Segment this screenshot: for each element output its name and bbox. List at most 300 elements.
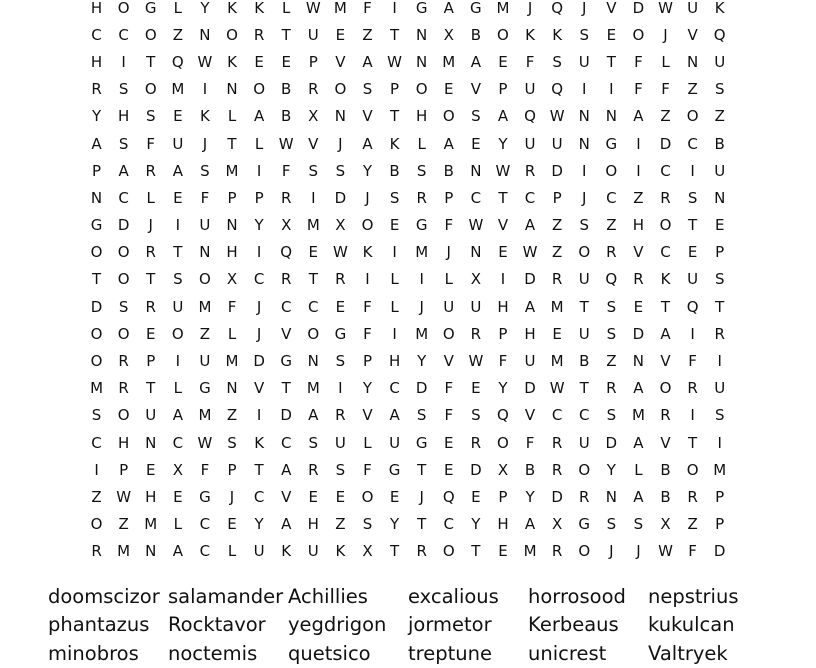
grid-cell: O (90, 515, 103, 534)
grid-cell: E (227, 515, 237, 534)
grid-cell: Q (551, 0, 564, 17)
grid-cell: L (173, 515, 182, 534)
grid-cell: O (632, 25, 645, 44)
grid-cell: U (687, 0, 699, 17)
grid-cell: V (253, 379, 265, 398)
grid-cell: R (606, 379, 617, 398)
grid-cell: K (660, 270, 671, 289)
grid-cell: I (690, 406, 695, 425)
grid-cell: M (496, 0, 510, 17)
grid-cell: I (582, 80, 587, 99)
grid-cell: F (146, 134, 156, 153)
grid-cell: E (173, 487, 183, 506)
grid-cell: D (632, 324, 645, 343)
grid-cell: E (335, 297, 346, 316)
grid-cell: I (636, 161, 641, 180)
grid-row (83, 239, 733, 266)
word-list-item: noctemis (168, 641, 258, 665)
grid-cell: I (582, 161, 587, 180)
word-list-item: Valtryek (648, 641, 728, 665)
grid-cell: O (117, 406, 130, 425)
grid-cell: R (687, 379, 698, 398)
grid-cell: U (334, 433, 346, 452)
word-list-item: minobros (48, 641, 139, 665)
grid-cell: S (118, 297, 129, 316)
word-list-item: horrosood (528, 584, 626, 608)
grid-cell: E (173, 107, 183, 126)
grid-cell: O (117, 0, 130, 17)
grid-cell: G (334, 324, 347, 343)
grid-cell: K (552, 25, 563, 44)
grid-cell: E (498, 243, 508, 262)
grid-cell: O (117, 243, 130, 262)
grid-cell: F (363, 297, 372, 316)
grid-cell: T (471, 542, 481, 561)
grid-cell: O (117, 324, 130, 343)
grid-cell: Q (551, 80, 564, 99)
grid-cell: V (443, 352, 454, 371)
grid-cell: N (307, 352, 319, 371)
grid-cell: U (551, 134, 563, 153)
grid-cell: I (175, 216, 181, 235)
grid-cell: C (606, 188, 617, 207)
grid-cell: C (551, 406, 563, 425)
grid-cell: B (660, 460, 671, 479)
grid-cell: H (307, 515, 319, 534)
grid-cell: M (144, 515, 158, 534)
grid-cell: M (713, 460, 727, 479)
grid-cell: V (470, 80, 481, 99)
grid-cell: F (525, 433, 535, 452)
grid-cell: H (90, 0, 103, 17)
grid-cell: Y (200, 0, 210, 17)
grid-cell: T (660, 297, 671, 316)
grid-cell: G (199, 487, 211, 506)
grid-cell: I (202, 80, 208, 99)
grid-cell: Z (660, 107, 671, 126)
grid-cell: F (281, 161, 291, 180)
grid-cell: O (307, 324, 320, 343)
grid-cell: W (495, 161, 511, 180)
grid-cell: Z (362, 25, 373, 44)
grid-cell: O (659, 216, 672, 235)
grid-cell: S (633, 515, 644, 534)
grid-cell: O (144, 80, 157, 99)
grid-cell: W (658, 542, 673, 561)
grid-cell: F (200, 460, 210, 479)
grid-cell: Y (606, 460, 616, 479)
grid-cell: Z (687, 80, 698, 99)
grid-cell: S (145, 107, 156, 126)
grid-cell: Z (552, 243, 563, 262)
word-list-item: salamander (168, 584, 284, 608)
grid-cell: M (415, 243, 429, 262)
grid-cell: T (579, 379, 589, 398)
grid-cell: H (90, 52, 103, 71)
grid-cell: S (308, 433, 319, 452)
grid-cell: C (660, 243, 671, 262)
grid-cell: T (254, 460, 264, 479)
grid-cell: R (118, 352, 129, 371)
grid-cell: I (717, 433, 722, 452)
grid-cell: H (145, 487, 157, 506)
grid-cell: E (335, 487, 346, 506)
grid-cell: O (578, 542, 591, 561)
grid-cell: O (605, 161, 618, 180)
grid-cell: A (633, 107, 644, 126)
grid-cell: X (660, 515, 671, 534)
grid-cell: R (416, 188, 427, 207)
grid-cell: Q (497, 406, 509, 425)
grid-cell: A (524, 297, 536, 316)
grid-cell: D (117, 216, 130, 235)
grid-cell: S (118, 80, 129, 99)
grid-cell: R (253, 25, 265, 44)
grid-cell: J (446, 243, 451, 262)
grid-cell: R (551, 460, 563, 479)
grid-cell: L (634, 460, 643, 479)
grid-cell: T (389, 542, 400, 561)
grid-cell: A (524, 515, 536, 534)
grid-cell: L (173, 379, 182, 398)
grid-cell: A (281, 515, 292, 534)
grid-cell: H (632, 216, 645, 235)
grid-cell: E (173, 188, 183, 207)
grid-cell: V (281, 487, 292, 506)
grid-cell: L (444, 270, 453, 289)
grid-cell: W (197, 433, 213, 452)
grid-cell: C (687, 134, 698, 153)
grid-cell: E (145, 460, 156, 479)
grid-cell: O (253, 80, 266, 99)
grid-cell: O (334, 80, 347, 99)
grid-cell: F (634, 52, 643, 71)
grid-cell: U (199, 216, 211, 235)
grid-cell: R (633, 270, 644, 289)
grid-cell: Y (389, 515, 400, 534)
grid-cell: H (497, 297, 509, 316)
grid-cell: C (118, 25, 129, 44)
grid-cell: P (498, 487, 508, 506)
grid-cell: I (175, 352, 181, 371)
grid-cell: U (524, 134, 536, 153)
grid-row (83, 456, 733, 483)
grid-cell: N (605, 107, 617, 126)
grid-cell: Z (687, 515, 698, 534)
grid-cell: A (633, 487, 644, 506)
grid-cell: Z (335, 515, 346, 534)
grid-cell: P (390, 80, 400, 99)
grid-cell: R (145, 297, 156, 316)
grid-cell: T (146, 52, 156, 71)
grid-cell: Y (254, 216, 264, 235)
grid-cell: J (582, 188, 587, 207)
grid-cell: A (362, 134, 373, 153)
grid-cell: X (443, 25, 454, 44)
grid-cell: F (661, 80, 670, 99)
grid-cell: D (524, 270, 536, 289)
word-list-item: jormetor (408, 613, 492, 637)
grid-cell: V (606, 0, 617, 17)
grid-cell: N (199, 25, 211, 44)
grid-cell: S (118, 134, 129, 153)
grid-cell: E (606, 25, 617, 44)
grid-cell: L (282, 0, 291, 17)
grid-cell: Q (524, 107, 536, 126)
grid-cell: C (389, 379, 400, 398)
grid-cell: C (199, 542, 211, 561)
grid-cell: V (362, 107, 373, 126)
grid-cell: O (442, 324, 455, 343)
grid-cell: C (253, 487, 265, 506)
grid-cell: Q (171, 52, 184, 71)
grid-cell: W (387, 52, 402, 71)
grid-cell: Z (199, 324, 211, 343)
grid-cell: A (660, 324, 671, 343)
grid-row (83, 184, 733, 211)
word-list-item: doomscizor (48, 584, 160, 608)
grid-row (83, 266, 733, 293)
grid-row (83, 320, 733, 347)
grid-cell: O (415, 80, 428, 99)
grid-cell: C (253, 270, 265, 289)
grid-cell: I (690, 161, 695, 180)
grid-cell: W (658, 0, 673, 17)
grid-row (83, 0, 733, 21)
grid-cell: T (91, 270, 102, 289)
grid-cell: J (365, 188, 370, 207)
grid-cell: C (470, 188, 482, 207)
grid-cell: D (280, 406, 292, 425)
grid-cell: S (606, 297, 617, 316)
grid-cell: R (280, 188, 292, 207)
grid-cell: O (117, 270, 130, 289)
grid-cell: F (444, 379, 454, 398)
grid-cell: H (416, 107, 428, 126)
grid-cell: C (524, 188, 536, 207)
grid-cell: S (552, 52, 562, 71)
grid-cell: K (714, 0, 725, 17)
grid-cell: M (225, 161, 239, 180)
grid-row (83, 130, 733, 157)
grid-cell: G (415, 0, 428, 17)
grid-cell: O (497, 25, 509, 44)
grid-cell: Q (280, 243, 293, 262)
grid-cell: G (470, 0, 482, 17)
grid-row (83, 538, 733, 565)
grid-cell: R (145, 243, 156, 262)
word-list-item: phantazus (48, 613, 150, 637)
grid-cell: C (118, 188, 129, 207)
grid-cell: L (227, 107, 237, 126)
grid-cell: L (363, 433, 372, 452)
grid-cell: S (714, 406, 725, 425)
grid-cell: U (145, 406, 157, 425)
grid-cell: D (713, 542, 726, 561)
grid-cell: U (253, 542, 265, 561)
grid-cell: F (634, 80, 643, 99)
grid-cell: D (659, 134, 672, 153)
grid-cell: P (308, 52, 318, 71)
grid-cell: J (663, 25, 668, 44)
grid-cell: H (497, 515, 509, 534)
grid-cell: M (550, 352, 564, 371)
word-list (48, 582, 768, 668)
grid-row (83, 293, 733, 320)
grid-cell: D (90, 297, 103, 316)
grid-cell: C (660, 161, 671, 180)
grid-cell: R (91, 80, 102, 99)
grid-cell: T (308, 270, 318, 289)
grid-cell: E (444, 433, 454, 452)
word-list-item: kukulcan (648, 613, 735, 637)
grid-cell: R (416, 542, 427, 561)
word-list-row (48, 611, 768, 640)
grid-cell: W (522, 243, 538, 262)
grid-cell: U (524, 80, 536, 99)
grid-cell: A (172, 161, 183, 180)
grid-cell: F (498, 352, 508, 371)
grid-cell: V (335, 52, 346, 71)
grid-cell: C (308, 297, 319, 316)
grid-cell: F (525, 52, 535, 71)
grid-cell: F (227, 297, 237, 316)
grid-cell: J (256, 324, 262, 343)
grid-cell: M (117, 542, 131, 561)
grid-cell: R (280, 270, 292, 289)
grid-cell: Y (417, 352, 427, 371)
grid-cell: D (253, 352, 265, 371)
grid-cell: T (173, 243, 183, 262)
grid-cell: P (92, 161, 102, 180)
grid-cell: A (633, 433, 644, 452)
grid-cell: M (198, 297, 212, 316)
grid-cell: C (91, 25, 102, 44)
grid-cell: S (579, 25, 589, 44)
grid-cell: W (278, 134, 294, 153)
grid-cell: U (578, 270, 590, 289)
grid-cell: O (686, 107, 699, 126)
grid-cell: A (633, 379, 644, 398)
grid-cell: C (172, 433, 184, 452)
grid-cell: G (280, 352, 293, 371)
grid-cell: B (524, 460, 536, 479)
grid-cell: S (91, 406, 102, 425)
grid-row (83, 483, 733, 510)
word-list-row (48, 582, 768, 611)
grid-cell: E (308, 487, 319, 506)
grid-cell: D (470, 460, 482, 479)
grid-cell: I (392, 324, 397, 343)
grid-cell: U (687, 270, 699, 289)
grid-cell: S (714, 80, 725, 99)
grid-cell: C (280, 297, 292, 316)
grid-cell: P (498, 324, 508, 343)
word-list-item: excalious (408, 584, 499, 608)
grid-cell: E (335, 25, 346, 44)
grid-cell: J (636, 542, 641, 561)
grid-cell: E (254, 52, 264, 71)
grid-cell: F (444, 406, 454, 425)
grid-cell: S (606, 406, 617, 425)
grid-cell: S (471, 406, 481, 425)
grid-cell: M (333, 0, 347, 17)
grid-row (83, 511, 733, 538)
grid-cell: J (609, 542, 614, 561)
grid-cell: S (714, 270, 725, 289)
grid-cell: S (606, 324, 617, 343)
grid-cell: E (444, 460, 454, 479)
grid-cell: P (715, 487, 725, 506)
grid-cell: X (470, 270, 481, 289)
grid-cell: N (632, 352, 645, 371)
grid-cell: U (714, 52, 726, 71)
grid-cell: T (389, 107, 400, 126)
grid-cell: U (443, 297, 455, 316)
grid-cell: U (578, 433, 590, 452)
grid-cell: I (392, 0, 397, 17)
grid-cell: S (687, 188, 698, 207)
grid-cell: U (389, 433, 401, 452)
grid-cell: N (714, 188, 726, 207)
grid-cell: Z (714, 107, 725, 126)
grid-cell: X (172, 460, 183, 479)
grid-cell: H (118, 433, 130, 452)
word-list-item: Rocktavor (168, 613, 266, 637)
grid-cell: Q (605, 270, 618, 289)
grid-cell: Y (362, 161, 373, 180)
grid-cell: S (335, 161, 346, 180)
grid-cell: J (582, 0, 587, 17)
grid-row (83, 76, 733, 103)
grid-cell: O (659, 379, 672, 398)
grid-cell: N (90, 188, 103, 207)
grid-cell: T (281, 25, 291, 44)
grid-cell: O (578, 243, 591, 262)
grid-cell: U (524, 352, 536, 371)
grid-cell: G (578, 515, 591, 534)
grid-cell: T (146, 270, 156, 289)
grid-cell: P (552, 188, 562, 207)
grid-cell: O (686, 460, 699, 479)
grid-cell: Z (633, 188, 644, 207)
grid-cell: A (118, 161, 129, 180)
grid-cell: I (609, 80, 614, 99)
grid-cell: E (444, 80, 454, 99)
grid-cell: K (389, 134, 400, 153)
grid-cell: S (416, 161, 427, 180)
letter-grid (83, 0, 733, 565)
grid-cell: E (714, 216, 725, 235)
grid-cell: V (497, 216, 509, 235)
grid-cell: R (551, 433, 563, 452)
grid-cell: K (335, 542, 346, 561)
word-list-item: yegdrigon (288, 613, 387, 637)
grid-cell: R (660, 406, 671, 425)
grid-cell: B (281, 80, 292, 99)
grid-cell: I (500, 270, 506, 289)
grid-cell: E (389, 487, 400, 506)
grid-cell: U (172, 134, 184, 153)
grid-cell: W (197, 52, 213, 71)
grid-cell: N (226, 379, 238, 398)
grid-cell: T (688, 216, 698, 235)
grid-cell: B (714, 134, 725, 153)
grid-row (83, 21, 733, 48)
grid-cell: A (389, 406, 400, 425)
grid-row (83, 157, 733, 184)
grid-cell: I (392, 243, 397, 262)
